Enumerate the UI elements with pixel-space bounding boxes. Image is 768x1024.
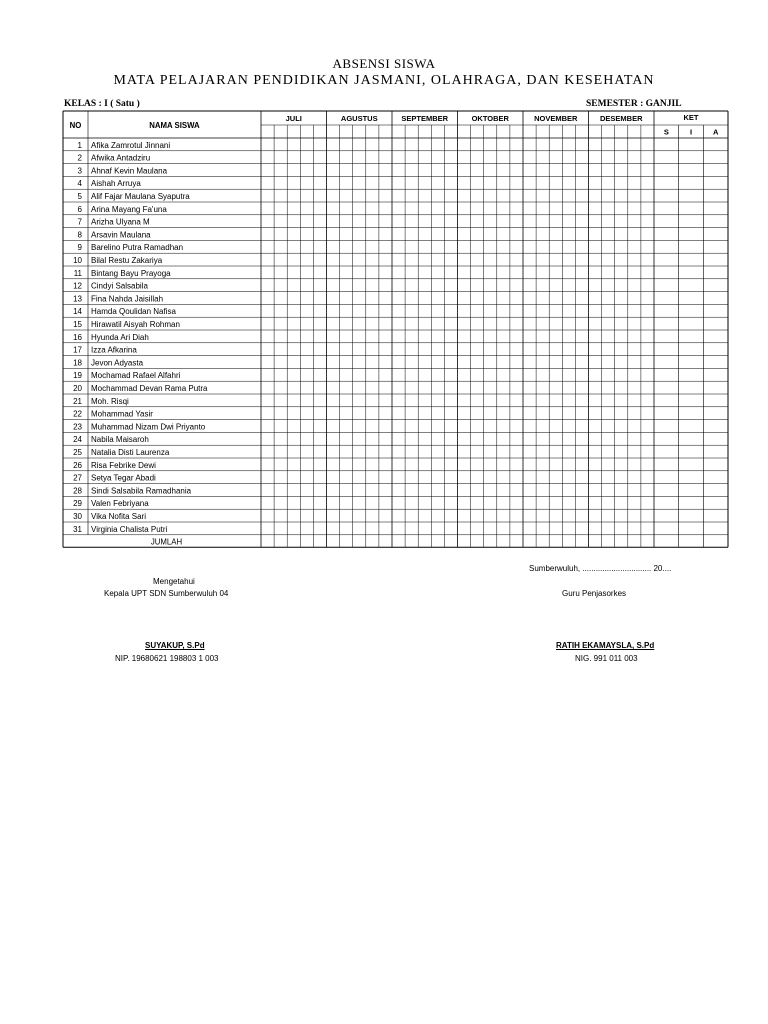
row-number: 15 — [73, 320, 82, 329]
row-number: 1 — [77, 140, 82, 150]
page-subtitle: MATA PELAJARAN PENDIDIKAN JASMANI, OLAHRAGA, DAN KESEHATAN — [113, 73, 655, 88]
month-header: JULI — [285, 114, 302, 123]
student-name: Mohammad Yasir — [91, 409, 153, 419]
student-name: Hyunda Ari Diah — [91, 332, 149, 342]
row-number: 27 — [73, 473, 82, 483]
month-header: SEPTEMBER — [401, 114, 449, 123]
row-number: 16 — [73, 332, 82, 342]
row-number: 26 — [73, 460, 82, 470]
row-number: 30 — [73, 512, 82, 521]
row-number: 20 — [73, 384, 82, 393]
student-name: Alif Fajar Maulana Syaputra — [91, 192, 190, 201]
student-name: Vika Nofita Sari — [91, 512, 146, 521]
student-name: Afwika Antadziru — [91, 153, 151, 163]
row-number: 28 — [73, 486, 82, 496]
row-number: 3 — [77, 166, 82, 176]
jumlah-label: JUMLAH — [150, 537, 183, 547]
row-number: 5 — [77, 192, 82, 201]
place-date: Sumberwuluh, ............................... 20.... — [529, 564, 672, 573]
page-title: ABSENSI SISWA — [332, 56, 436, 71]
student-name: Izza Afkarina — [91, 345, 137, 355]
mengetahui-label: Mengetahui — [153, 577, 195, 586]
student-name: Muhammad Nizam Dwi Priyanto — [91, 422, 206, 432]
teacher-name: RATIH EKAMAYSLA, S.Pd — [556, 641, 655, 650]
student-name: Barelino Putra Ramadhan — [91, 243, 184, 253]
student-name: Aishah Arruya — [91, 179, 141, 189]
row-number: 8 — [77, 230, 82, 240]
student-name: Nabila Maisaroh — [91, 435, 149, 445]
student-name: Valen Febriyana — [91, 499, 149, 509]
row-number: 29 — [73, 499, 82, 509]
student-name: Virginia Chalista Putri — [91, 524, 168, 534]
headmaster-name: SUYAKUP, S.Pd — [145, 641, 205, 650]
student-name: Natalia Disti Laurenza — [91, 448, 170, 457]
student-name: Afika Zamrotul Jinnani — [91, 140, 171, 150]
headmaster-role: Kepala UPT SDN Sumberwuluh 04 — [104, 589, 229, 598]
student-name: Moh. Risqi — [91, 396, 129, 406]
student-name: Jevon Adyasta — [91, 358, 144, 368]
month-header: AGUSTUS — [340, 114, 378, 123]
no-header: NO — [69, 121, 82, 130]
month-header: NOVEMBER — [534, 114, 578, 123]
student-name: Ahnaf Kevin Maulana — [91, 166, 168, 176]
row-number: 12 — [73, 281, 82, 291]
ket-sub-header: S — [663, 127, 669, 137]
student-name: Mochamad Rafael Alfahri — [91, 371, 181, 381]
name-header: NAMA SISWA — [149, 121, 200, 130]
student-name: Risa Febrike Dewi — [91, 460, 156, 470]
student-name: Sindi Salsabila Ramadhania — [91, 486, 192, 496]
row-number: 11 — [73, 268, 82, 278]
row-number: 2 — [77, 153, 82, 163]
student-name: Arsavin Maulana — [91, 230, 151, 240]
teacher-nig: NIG. 991 011 003 — [575, 654, 638, 663]
row-number: 31 — [73, 524, 82, 534]
student-name: Hirawatil Aisyah Rohman — [91, 320, 180, 329]
student-name: Hamda Qoulidan Nafisa — [91, 307, 176, 317]
row-number: 24 — [73, 435, 82, 445]
row-number: 21 — [73, 396, 82, 406]
student-name: Setya Tegar Abadi — [91, 473, 156, 483]
row-number: 23 — [73, 422, 82, 432]
semester-label: SEMESTER : GANJIL — [586, 99, 682, 109]
row-number: 10 — [73, 256, 82, 265]
row-number: 6 — [77, 204, 82, 214]
student-name: Mochammad Devan Rama Putra — [91, 384, 208, 393]
month-header: DESEMBER — [599, 114, 643, 123]
row-number: 13 — [73, 294, 82, 304]
teacher-role: Guru Penjasorkes — [562, 589, 627, 598]
row-number: 22 — [73, 409, 82, 419]
student-name: Cindyi Salsabila — [91, 281, 148, 291]
row-number: 18 — [73, 358, 82, 368]
row-number: 17 — [73, 345, 82, 355]
student-name: Bilal Restu Zakariya — [91, 256, 163, 265]
ket-sub-header: I — [689, 127, 693, 137]
row-number: 14 — [73, 307, 82, 317]
row-number: 7 — [77, 217, 82, 227]
row-number: 19 — [73, 371, 82, 381]
headmaster-nip: NIP. 19680621 198803 1 003 — [115, 654, 219, 663]
ket-sub-header: A — [712, 127, 719, 137]
row-number: 4 — [77, 179, 82, 189]
student-name: Arina Mayang Fa'una — [91, 204, 167, 214]
student-name: Fina Nahda Jaisillah — [91, 294, 164, 304]
ket-header: KET — [683, 113, 699, 122]
row-number: 25 — [73, 448, 82, 457]
student-name: Bintang Bayu Prayoga — [91, 268, 171, 278]
student-name: Arizha Ulyana M — [91, 217, 150, 227]
class-label: KELAS : I ( Satu ) — [64, 99, 140, 109]
row-number: 9 — [77, 243, 82, 253]
month-header: OKTOBER — [471, 114, 509, 123]
